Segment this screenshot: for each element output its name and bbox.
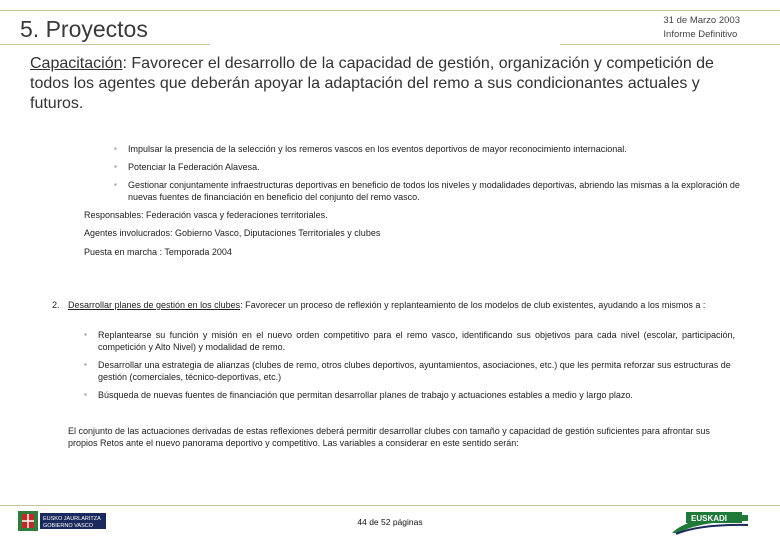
logo-left-line1: EUSKO JAURLARITZA	[43, 516, 101, 522]
logo-right-text: EUSKADI	[691, 514, 728, 523]
list-item: ▪ Gestionar conjuntamente infraestructuras deportivas en beneficio de todos los niveles y modalidades deportivas, abriendo las mismas a la exploración de nuevas fuentes de financiación en beneficio del conjunto del remo vasco.	[114, 180, 740, 202]
intro-paragraph	[30, 54, 730, 114]
bullet-icon: ▪	[114, 180, 117, 189]
list-item: ▪ Búsqueda de nuevas fuentes de financiación que permitan desarrollar planes de trabajo y actuaciones estables a medio y largo plazo.	[84, 390, 633, 400]
title-underline	[0, 44, 210, 45]
section2-intro: Desarrollar planes de gestión en los clubes: Favorecer un proceso de reflexión y replanteamiento de los modelos de club existentes, ayudando a los mismos a :	[68, 300, 706, 310]
bullet-icon: ▪	[84, 390, 87, 399]
intro-lead: Capacitación	[30, 55, 123, 72]
list-item: ▪ Desarrollar una estrategia de alianzas (clubes de remo, otros clubes deportivos, ayuntamientos, asociaciones, etc.) que les permita reforzar sus estructuras de gestión (comerciales, técnico-deportivas, etc.)	[84, 360, 731, 382]
puesta-en-marcha: Puesta en marcha : Temporada 2004	[84, 247, 232, 257]
section2-lead: Desarrollar planes de gestión en los clubes	[68, 300, 241, 310]
bullet-icon: ▪	[114, 162, 117, 171]
top-rule	[0, 10, 780, 11]
agentes: Agentes involucrados: Gobierno Vasco, Diputaciones Territoriales y clubes	[84, 228, 381, 238]
page-number: 44 de 52 páginas	[357, 517, 423, 527]
bullet-icon: ▪	[84, 330, 87, 339]
list-item: ▪ Potenciar la Federación Alavesa.	[114, 162, 260, 172]
euskadi-logo	[670, 509, 750, 535]
bullet-icon: ▪	[84, 360, 87, 369]
intro-text: : Favorecer el desarrollo de la capacidad de gestión, organización y competición de todos los agentes que deberán apoyar la adaptación del remo a sus condicionantes actuales y futuros.	[30, 55, 714, 112]
header-underline	[560, 44, 780, 45]
header-doc-type: Informe Definitivo	[663, 29, 738, 40]
header-meta	[663, 14, 740, 42]
header-date: 31 de Marzo 2003	[663, 15, 740, 26]
section2-number: 2.	[52, 300, 60, 310]
logo-left-line2: GOBIERNO VASCO	[43, 523, 94, 529]
gobierno-vasco-logo	[18, 510, 108, 532]
footer-rule	[0, 505, 780, 506]
responsables: Responsables: Federación vasca y federaciones territoriales.	[84, 210, 328, 220]
bullet-icon: ▪	[114, 144, 117, 153]
conclusion-paragraph: El conjunto de las actuaciones derivadas de estas reflexiones deberá permitir desarrollar clubes con tamaño y capacidad de gestión suficientes para afrontar sus propios Retos ante el nuevo panorama deportivo y competitivo. Las variables a considerar en este sentido serán:	[68, 426, 710, 448]
list-item: ▪ Impulsar la presencia de la selección y los remeros vascos en los eventos deportivos de mayor reconocimiento internacional.	[114, 144, 627, 154]
list-item: ▪ Replantearse su función y misión en el nuevo orden competitivo para el remo vasco, identificando sus objetivos para cada nivel (escolar, participación, competición y Alto Nivel) y modalidad de remo.	[84, 330, 735, 352]
page-title: 5. Proyectos	[20, 16, 148, 42]
